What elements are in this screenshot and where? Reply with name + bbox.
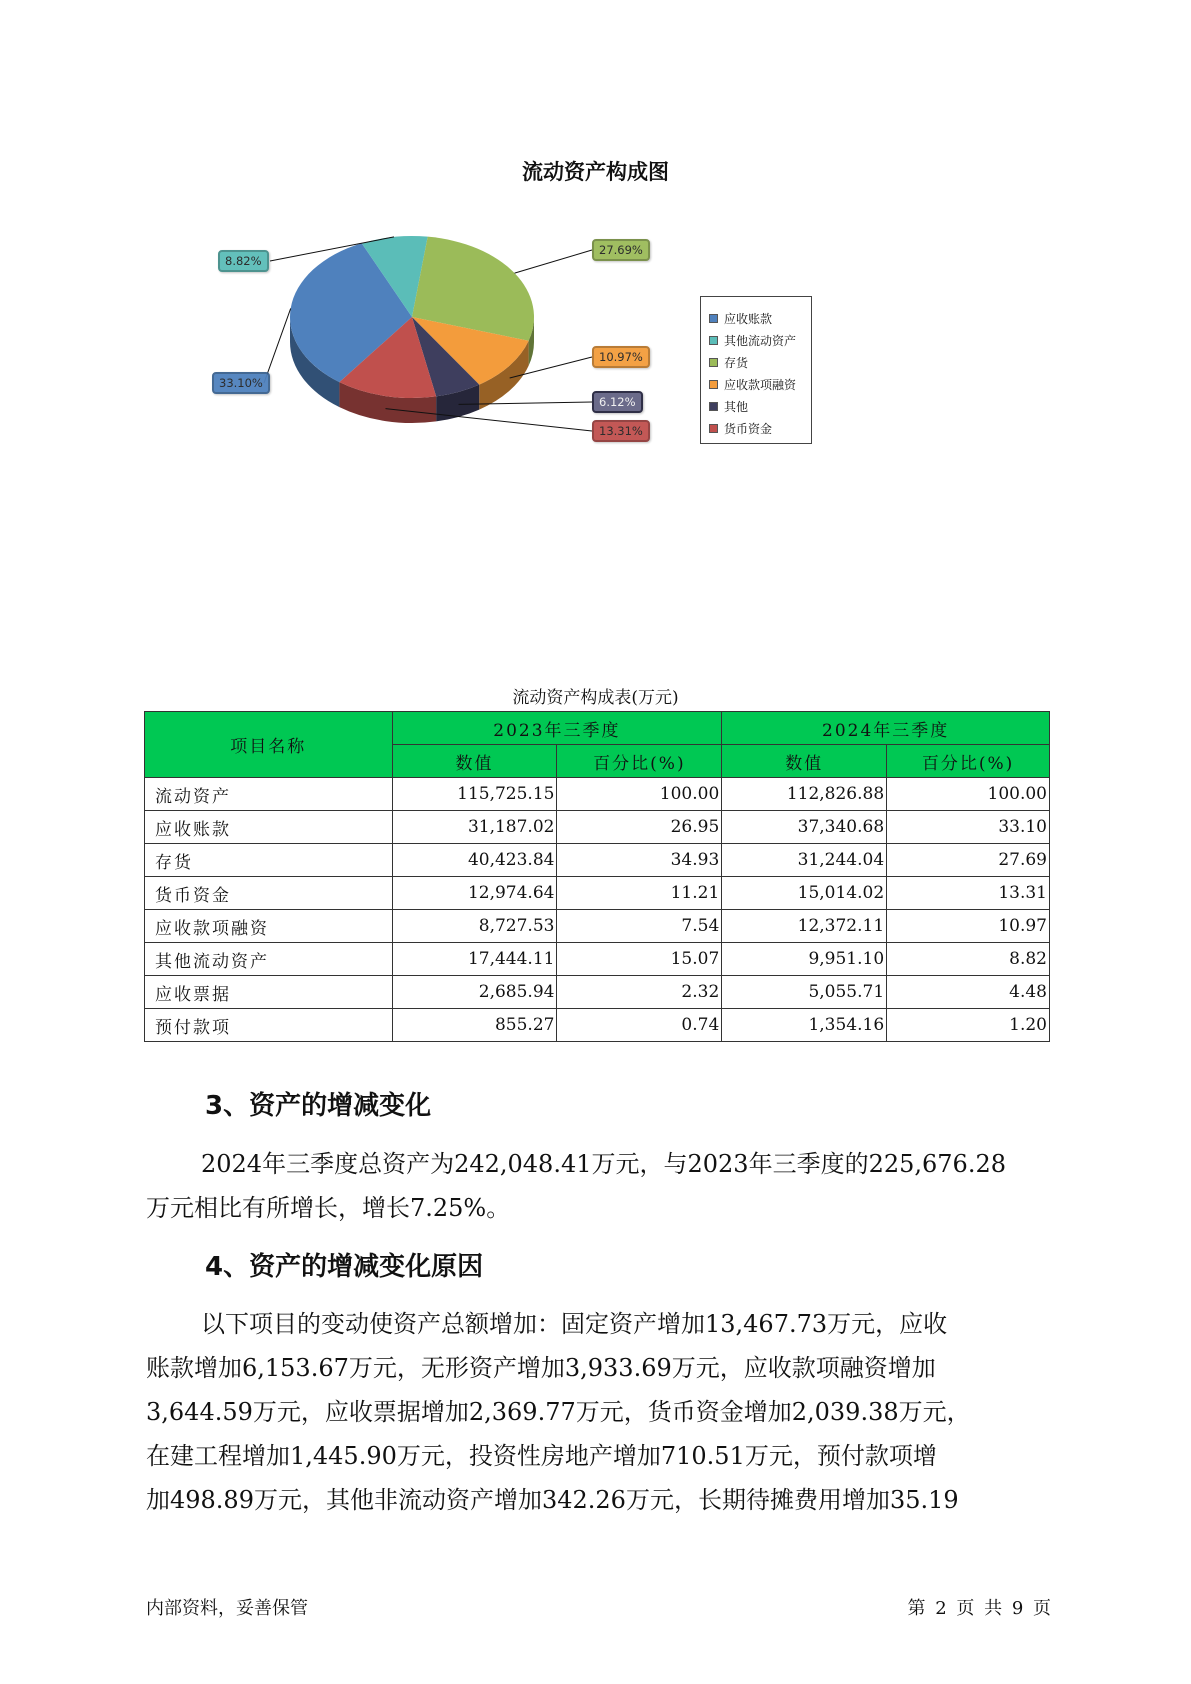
cell-a-val: 115,725.15 — [392, 778, 557, 811]
cell-name: 流动资产 — [145, 778, 393, 811]
cell-a-pct: 100.00 — [557, 778, 722, 811]
legend-label: 其他 — [724, 399, 749, 414]
cell-b-pct: 13.31 — [887, 877, 1050, 910]
header-item-name: 项目名称 — [145, 712, 393, 778]
legend-item — [709, 373, 811, 395]
section4-line: 加498.89万元，其他非流动资产增加342.26万元，长期待摊费用增加35.19 — [146, 1486, 959, 1514]
cell-b-pct: 33.10 — [887, 811, 1050, 844]
legend-label: 应收款项融资 — [724, 377, 797, 392]
cell-b-val: 12,372.11 — [722, 910, 887, 943]
cell-a-pct: 2.32 — [557, 976, 722, 1009]
cell-a-pct: 11.21 — [557, 877, 722, 910]
legend-label: 存货 — [724, 355, 749, 370]
cell-b-val: 1,354.16 — [722, 1009, 887, 1042]
cell-name: 预付款项 — [145, 1009, 393, 1042]
cell-name: 货币资金 — [145, 877, 393, 910]
section3-paragraph — [146, 1142, 1076, 1230]
section3-line: 万元相比有所增长，增长7.25%。 — [146, 1194, 511, 1222]
header-pct-2023: 百分比(%) — [557, 745, 722, 778]
cell-a-val: 855.27 — [392, 1009, 557, 1042]
chart-title: 流动资产构成图 — [522, 160, 669, 184]
section3-line: 2024年三季度总资产为242,048.41万元，与2023年三季度的225,676.28 — [201, 1150, 1006, 1178]
footer-confidential-note: 内部资料，妥善保管 — [146, 1598, 308, 1619]
current-assets-table — [144, 711, 1050, 1042]
data-label: 13.31% — [592, 420, 650, 442]
cell-a-val: 17,444.11 — [392, 943, 557, 976]
cell-a-pct: 34.93 — [557, 844, 722, 877]
cell-b-val: 9,951.10 — [722, 943, 887, 976]
data-label: 10.97% — [592, 346, 650, 368]
cell-a-pct: 0.74 — [557, 1009, 722, 1042]
table-row — [145, 1009, 1050, 1042]
table-row — [145, 877, 1050, 910]
cell-name: 应收账款 — [145, 811, 393, 844]
cell-a-val: 8,727.53 — [392, 910, 557, 943]
cell-b-val: 5,055.71 — [722, 976, 887, 1009]
legend-swatch — [709, 336, 718, 345]
data-label: 6.12% — [592, 391, 643, 413]
legend-item — [709, 417, 811, 439]
cell-b-pct: 10.97 — [887, 910, 1050, 943]
cell-name: 存货 — [145, 844, 393, 877]
cell-b-val: 15,014.02 — [722, 877, 887, 910]
cell-name: 应收款项融资 — [145, 910, 393, 943]
section4-line: 在建工程增加1,445.90万元，投资性房地产增加710.51万元，预付款项增 — [146, 1442, 937, 1470]
cell-name: 其他流动资产 — [145, 943, 393, 976]
legend-swatch — [709, 380, 718, 389]
cell-a-pct: 7.54 — [557, 910, 722, 943]
legend-swatch — [709, 402, 718, 411]
table-caption: 流动资产构成表(万元) — [512, 688, 679, 708]
cell-a-val: 31,187.02 — [392, 811, 557, 844]
header-pct-2024: 百分比(%) — [887, 745, 1050, 778]
leader-line — [515, 250, 592, 273]
cell-a-pct: 26.95 — [557, 811, 722, 844]
cell-name: 应收票据 — [145, 976, 393, 1009]
section4-paragraph — [146, 1302, 1076, 1522]
cell-b-val: 37,340.68 — [722, 811, 887, 844]
cell-b-pct: 4.48 — [887, 976, 1050, 1009]
cell-a-val: 2,685.94 — [392, 976, 557, 1009]
table-row — [145, 844, 1050, 877]
table-row — [145, 976, 1050, 1009]
footer-page-number: 第 2 页 共 9 页 — [907, 1598, 1051, 1619]
header-value-2023: 数值 — [392, 745, 557, 778]
section4-line: 账款增加6,153.67万元，无形资产增加3,933.69万元，应收款项融资增加 — [146, 1354, 936, 1382]
legend-item — [709, 351, 811, 373]
cell-a-val: 40,423.84 — [392, 844, 557, 877]
cell-b-pct: 8.82 — [887, 943, 1050, 976]
cell-a-val: 12,974.64 — [392, 877, 557, 910]
table-row — [145, 778, 1050, 811]
section4-line: 以下项目的变动使资产总额增加：固定资产增加13,467.73万元，应收 — [201, 1310, 948, 1338]
data-label: 33.10% — [212, 372, 270, 394]
table-row — [145, 943, 1050, 976]
cell-b-val: 112,826.88 — [722, 778, 887, 811]
data-label: 27.69% — [592, 239, 650, 261]
header-value-2024: 数值 — [722, 745, 887, 778]
cell-b-pct: 27.69 — [887, 844, 1050, 877]
cell-a-pct: 15.07 — [557, 943, 722, 976]
table-row — [145, 811, 1050, 844]
legend-swatch — [709, 358, 718, 367]
legend-label: 货币资金 — [724, 421, 773, 436]
legend-label: 其他流动资产 — [724, 333, 797, 348]
section3-heading: 3、资产的增减变化 — [205, 1091, 432, 1121]
cell-b-pct: 100.00 — [887, 778, 1050, 811]
legend-swatch — [709, 314, 718, 323]
legend-swatch — [709, 424, 718, 433]
table-row — [145, 910, 1050, 943]
section4-line: 3,644.59万元，应收票据增加2,369.77万元，货币资金增加2,039.38万元， — [146, 1398, 971, 1426]
legend-item — [709, 395, 811, 417]
chart-legend — [700, 296, 812, 444]
cell-b-val: 31,244.04 — [722, 844, 887, 877]
legend-item — [709, 307, 811, 329]
header-period-2024: 2024年三季度 — [722, 712, 1050, 745]
data-label: 8.82% — [218, 250, 269, 272]
section4-heading: 4、资产的增减变化原因 — [205, 1252, 484, 1282]
header-period-2023: 2023年三季度 — [392, 712, 722, 745]
legend-label: 应收账款 — [724, 311, 773, 326]
legend-item — [709, 329, 811, 351]
cell-b-pct: 1.20 — [887, 1009, 1050, 1042]
